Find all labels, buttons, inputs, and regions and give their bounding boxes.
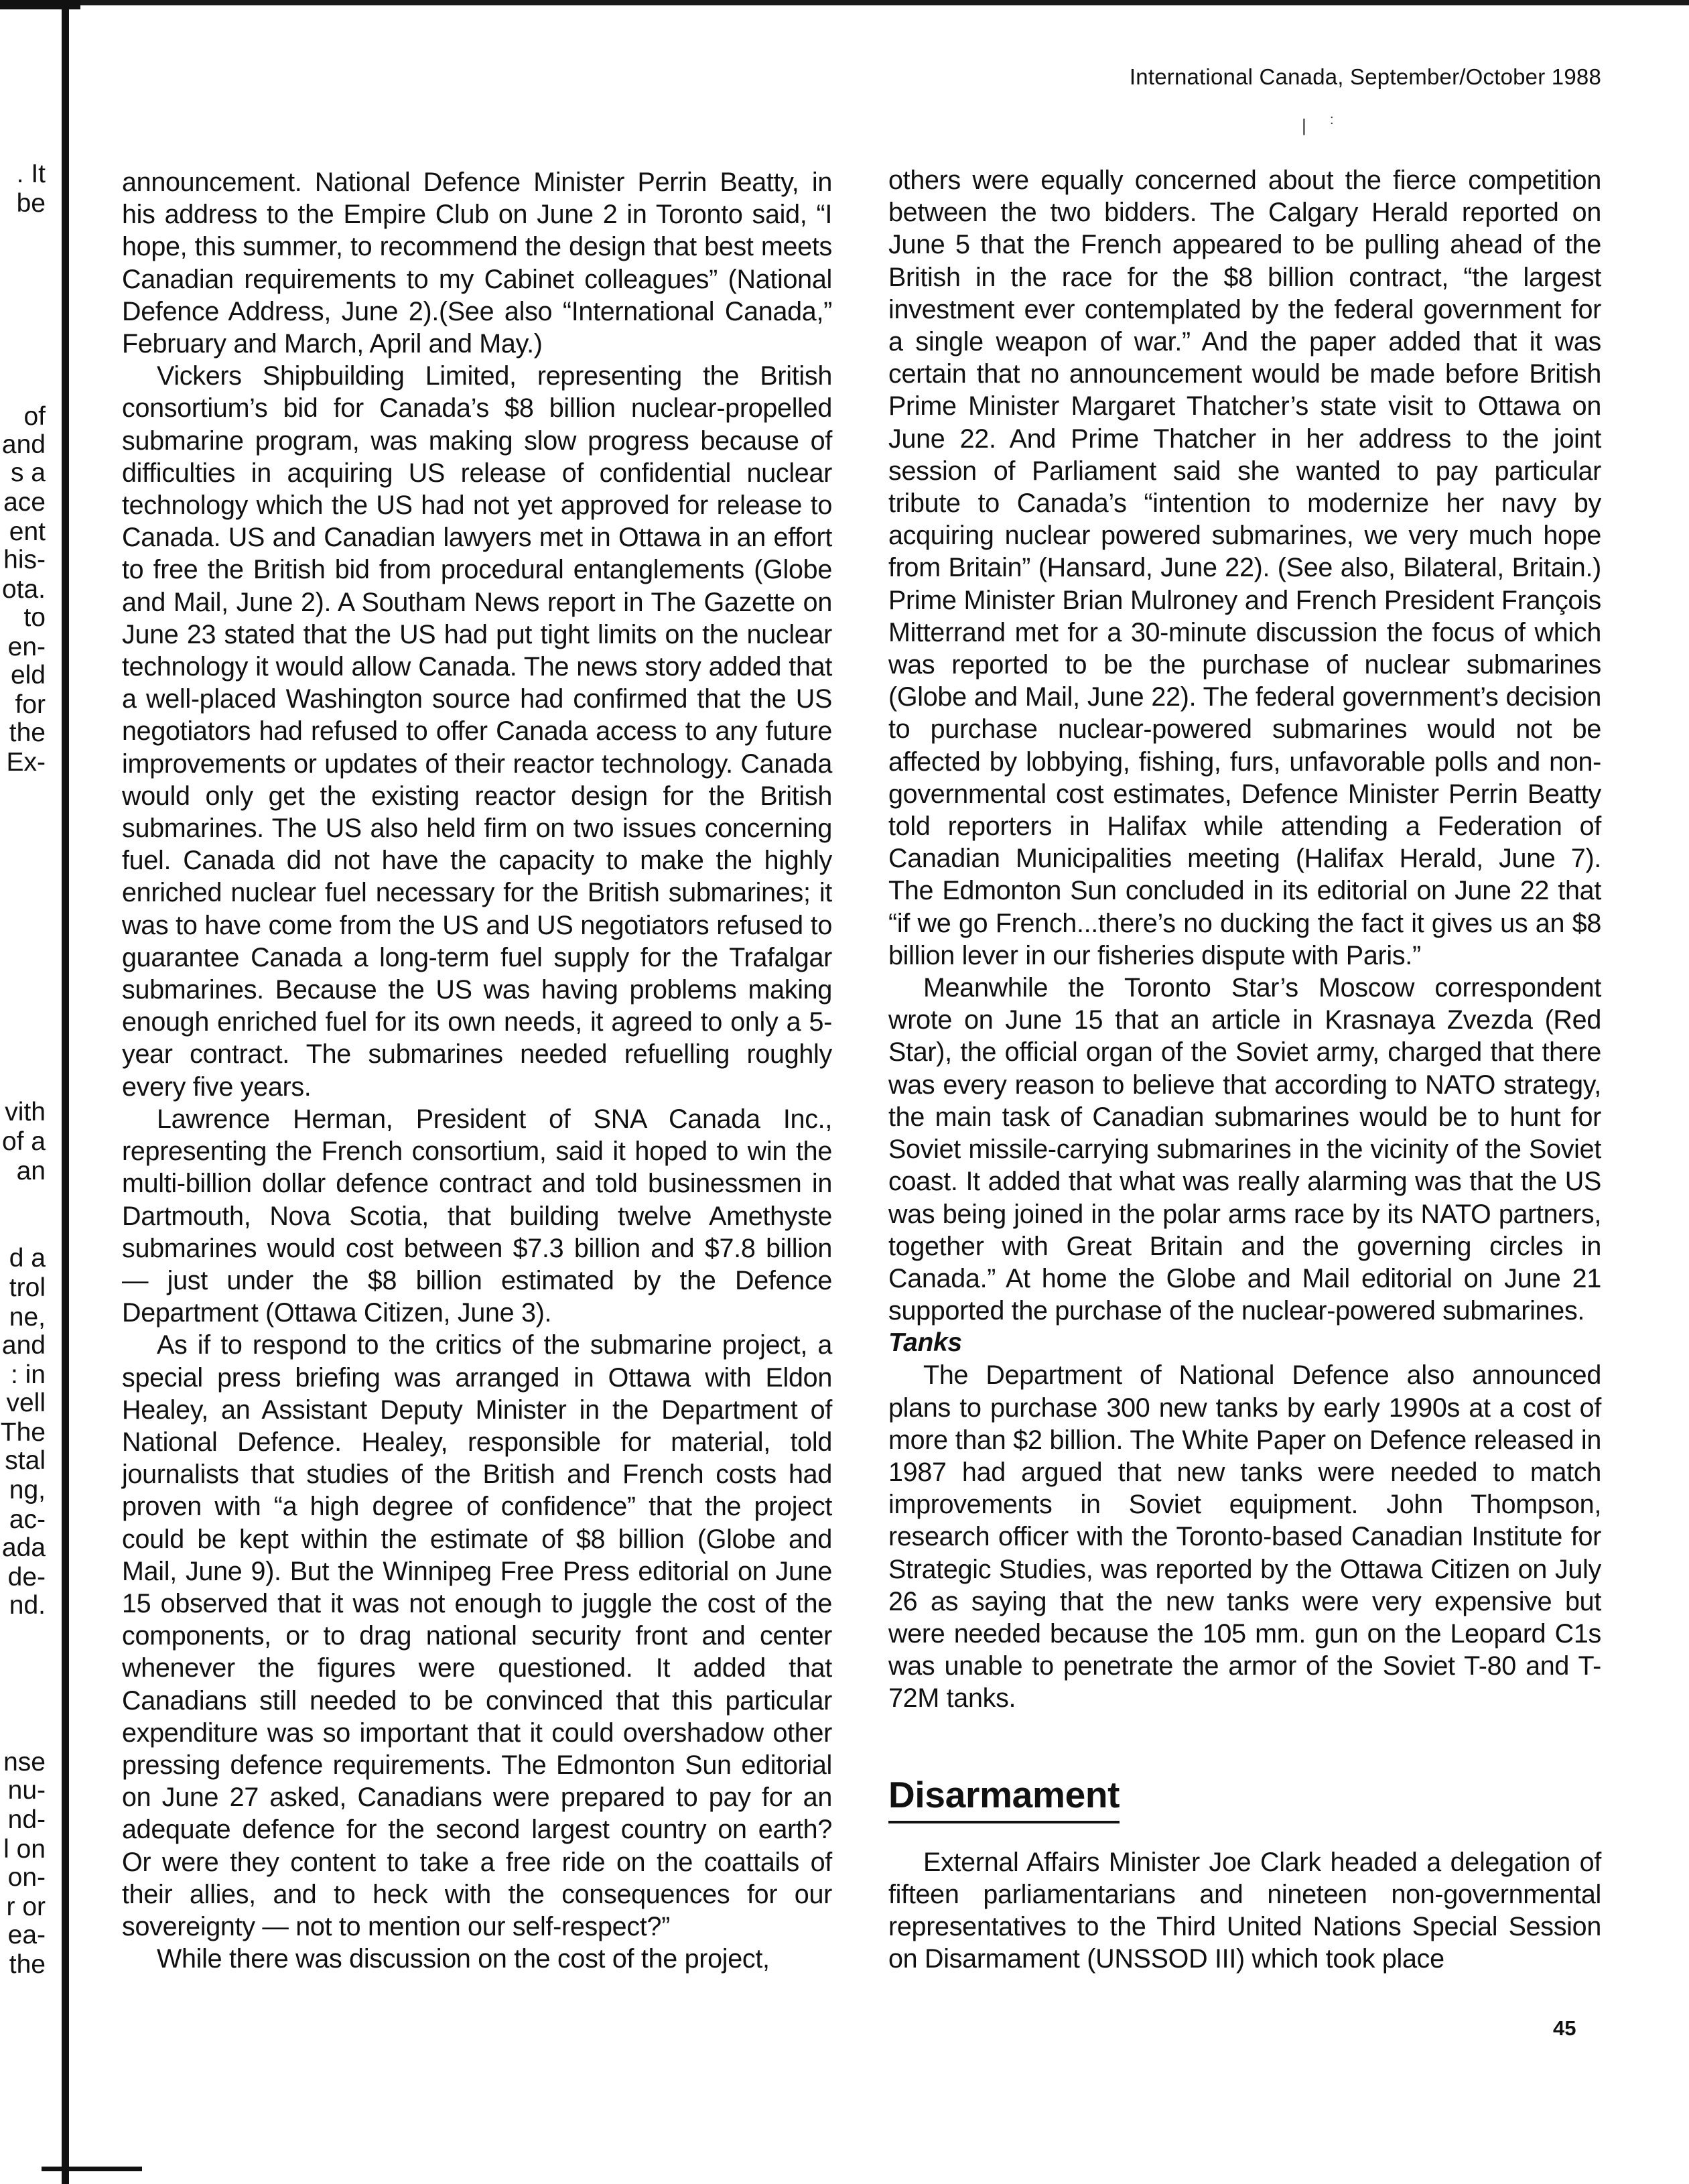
margin-fragment: ng, (9, 1476, 46, 1504)
margin-fragment: . It (16, 159, 46, 188)
margin-fragment: ac- (9, 1505, 46, 1534)
left-column (122, 166, 832, 1975)
margin-fragment: The (0, 1418, 46, 1447)
margin-fragment: the (9, 1950, 46, 1979)
margin-fragment: for (15, 690, 46, 719)
page-number: 45 (1553, 2016, 1576, 2040)
margin-fragment: Ex- (6, 748, 46, 777)
right-paragraph-2: Meanwhile the Toronto Star’s Moscow correspondent wrote on June 15 that an article in Krasnaya Zvezda (Red Star), the official organ of the Soviet army, charged that there was every reason to believe that according to NATO strategy, the main task of Canadian submarines would be to hunt for Soviet missile-carrying submarines in the vicinity of the Soviet coast. It added that what was really alarming was that the US was being joined in the polar arms race by its NATO partners, together with Great Britain and the governing circles in Canada.” At home the Globe and Mail editorial on June 21 supported the purchase of the nuclear-powered submarines. (888, 973, 1601, 1326)
margin-fragment: stal (5, 1446, 46, 1475)
margin-fragment: : in (10, 1360, 46, 1389)
margin-fragment: de- (7, 1563, 46, 1592)
margin-fragment: nu- (7, 1776, 46, 1805)
margin-fragment: d a (9, 1244, 46, 1273)
margin-fragment: on- (7, 1863, 46, 1892)
margin-fragment: ea- (7, 1921, 46, 1949)
margin-fragment: of a (1, 1127, 46, 1156)
binding-gutter-line (62, 0, 69, 2184)
tanks-heading: Tanks (888, 1328, 962, 1358)
margin-fragment: the (9, 718, 46, 747)
margin-fragment: ada (1, 1533, 46, 1562)
left-paragraph-5: While there was discussion on the cost of the project, (157, 1944, 770, 1974)
scan-top-edge (0, 0, 1689, 5)
margin-fragment: trol (9, 1273, 46, 1302)
margin-fragment: nse (3, 1748, 46, 1777)
margin-fragment: vell (6, 1389, 46, 1417)
margin-fragment: nd. (9, 1591, 46, 1620)
margin-fragment: eld (10, 661, 46, 690)
margin-fragment: of (23, 402, 46, 431)
tanks-paragraph: The Department of National Defence also announced plans to purchase 300 new tanks by early 1990s at a cost of more than $2 billion. The White Paper on Defence released in 1987 had argued that new tanks were needed to match improvements in Soviet equipment. John Thompson, research officer with the Toronto-based Canadian Institute for Strategic Studies, was reported by the Ottawa Citizen on July 26 as saying that the new tanks were very expensive but were needed because the 105 mm. gun on the Leopard C1s was unable to penetrate the armor of the Soviet T-80 and T-72M tanks. (888, 1360, 1601, 1714)
disarmament-paragraph: External Affairs Minister Joe Clark headed a delegation of fifteen parliamentarians and nineteen non-governmental representatives to the Third United Nations Special Session on Disarmament (UNSSOD III) which took place (888, 1847, 1601, 1974)
margin-fragment: an (16, 1157, 46, 1185)
margin-fragment: and (1, 1331, 46, 1360)
margin-fragment: nd- (7, 1805, 46, 1834)
left-paragraph-1: announcement. National Defence Minister Perrin Beatty, in his address to the Empire Club on June 2 in Toronto said, “I hope, this summer, to recommend the design that best meets Canadian requirements to my Cabinet colleagues” (National Defence Address, June 2).(See also “International Canada,” February and March, April and May.) (122, 168, 832, 359)
margin-fragment: ota. (1, 575, 46, 604)
margin-fragment: l on (3, 1835, 46, 1864)
right-paragraph-1: others were equally concerned about the fierce competition between the two bidders. The Calgary Herald reported on June 5 that the French appeared to be pulling ahead of the British in the race for the $8 billion contract, “the largest investment ever contemplated by the federal government for a single weapon of war.” And the paper added that it was certain that no announcement would be made before British Prime Minister Margaret Thatcher’s state visit to Ottawa on June 22. And Prime Thatcher in her address to the joint session of Parliament said she wanted to pay particular tribute to Canada’s “intention to modernize her navy by acquiring nuclear powered submarines, we very much hope from Britain” (Hansard, June 22). (See also, Bilateral, Britain.) Prime Minister Brian Mulroney and French President François Mitterrand met for a 30-minute discussion the focus of which was reported to be the purchase of nuclear submarines (Globe and Mail, June 22). The federal government’s decision to purchase nuclear-powered submarines would not be affected by lobbying, fishing, furs, unfavorable polls and non-governmental cost estimates, Defence Minister Perrin Beatty told reporters in Halifax while attending a Federation of Canadian Municipalities meeting (Halifax Herald, June 7). The Edmonton Sun concluded in its editorial on June 22 that “if we go French...there’s no ducking the fact it gives us an $8 billion lever in our fisheries dispute with Paris.” (888, 166, 1601, 970)
disarmament-heading: Disarmament (888, 1773, 1120, 1823)
margin-fragment: be (16, 189, 46, 218)
right-column (888, 164, 1601, 1975)
margin-fragment: r or (6, 1892, 46, 1921)
left-paragraph-4: As if to respond to the critics of the submarine project, a special press briefing was arranged in Ottawa with Eldon Healey, an Assistant Deputy Minister in the Department of National Defence. Healey, responsible for material, told journalists that studies of the British and French costs had proven with “a high degree of confidence” that the project could be kept within the estimate of $8 billion (Globe and Mail, June 9). But the Winnipeg Free Press editorial on June 15 observed that it was not enough to juggle the cost of the components, or to drag national security front and center whenever the figures were questioned. It added that Canadians still needed to be convinced that this particular expenditure was so important that it could overshadow other pressing defence requirements. The Edmonton Sun editorial on June 27 asked, Canadians were prepared to pay for an adequate defence for the second largest country on earth? Or were they content to take a free ride on the coattails of their allies, and to heck with the consequences for our sovereignty — not to mention our self-respect?” (122, 1330, 832, 1941)
margin-fragment: ne, (9, 1303, 46, 1332)
left-paragraph-3: Lawrence Herman, President of SNA Canada Inc., representing the French consortium, said it hoped to win the multi-billion dollar defence contract and told businessmen in Dartmouth, Nova Scotia, that building twelve Amethyste submarines would cost between $7.3 billion and $7.8 billion — just under the $8 billion estimated by the Defence Department (Ottawa Citizen, June 3). (122, 1104, 832, 1328)
margin-fragment: to (23, 603, 46, 632)
stray-ink-mark: | (1302, 115, 1306, 135)
margin-fragment: en- (7, 633, 46, 661)
binding-gutter-foot (42, 2167, 142, 2171)
margin-fragment: s a (10, 458, 46, 487)
margin-fragment: his- (3, 545, 46, 574)
left-paragraph-2: Vickers Shipbuilding Limited, representing the British consortium’s bid for Canada’s $8 billion nuclear-propelled submarine program, was making slow progress because of difficulties in acquiring US release of confidential nuclear technology which the US had not yet approved for release to Canada. US and Canadian lawyers met in Ottawa in an effort to free the British bid from procedural entanglements (Globe and Mail, June 2). A Southam News report in The Gazette on June 23 stated that the US had put tight limits on the nuclear technology it would allow Canada. The news story added that a well-placed Washington source had confirmed that the US negotiators had refused to offer Canada access to any future improvements or updates of their reactor technology. Canada would only get the existing reactor design for the British submarines. The US also held firm on two issues concerning fuel. Canada did not have the capacity to make the highly enriched nuclear fuel necessary for the British submarines; it was to have come from the US and US negotiators refused to guarantee Canada a long-term fuel supply for the Trafalgar submarines. Because the US was having problems making enough enriched fuel for its own needs, it agreed to only a 5-year contract. The submarines needed refuelling roughly every five years. (122, 361, 832, 1102)
running-header: International Canada, September/October 1988 (1129, 64, 1601, 89)
margin-fragment: ent (9, 517, 46, 546)
margin-fragment: and (1, 430, 46, 459)
margin-fragment: vith (5, 1098, 46, 1127)
stray-ink-dot: : (1330, 113, 1334, 127)
margin-fragment: ace (3, 488, 46, 517)
